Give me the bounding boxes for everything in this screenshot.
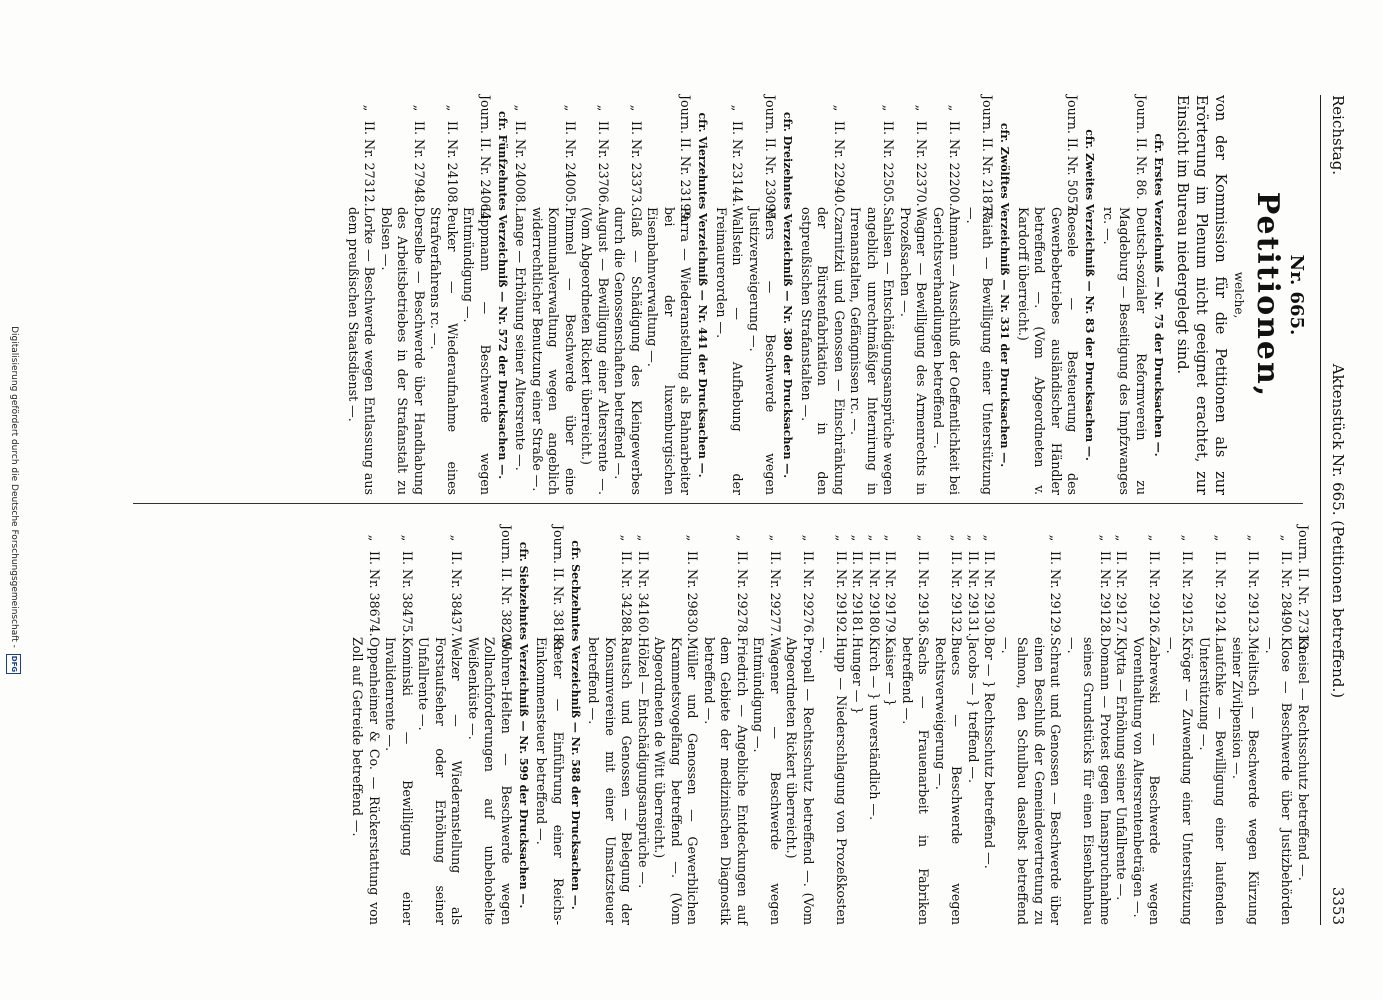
journal-number [798,95,848,207]
journal-number-text: II. Nr. 29124. [1213,551,1229,637]
ditto-mark: „ [834,534,849,542]
ditto-mark: „ [445,104,460,112]
document-subtitle: welche, [1232,271,1246,319]
journal-number [816,525,849,637]
petition-entry [1113,525,1130,925]
journal-number [981,525,998,637]
journal-number-text: II. Nr. 22505. [881,121,897,207]
petition-text: Müller und Genossen — Gewerblichen Krammetsvogelfang betreffend —. (Vom Abgeordneten de Witt überreicht.) [652,637,701,925]
petition-entry [965,525,982,925]
ditto-mark: „ [685,534,701,542]
journal-number-text: II. Nr. 22370. [914,121,930,207]
petition-entry [585,525,635,925]
journal-number-text: II. Nr. 29129. [1048,551,1064,637]
ditto-mark: „ [914,104,930,112]
petition-entry [963,95,996,495]
register-reference: cfr. Vierzehntes Verzeichniß — Nr. 441 der Drucksachen —. [696,112,710,478]
right-column [349,525,1311,925]
journal-number [644,95,694,224]
journal-number [578,95,611,207]
petition-text: Kreter — Einführung einer Reichs-Einkommensteuer betreffend —. [534,637,566,925]
petition-text: Buecs — Beschwerde wegen Rechtsverweigerung —. [933,637,965,925]
journal-number-text: II. Nr. 29127. [1114,551,1130,637]
petition-entry [998,525,1064,925]
petition-entry [798,95,848,495]
ditto-mark: „ [1279,534,1295,542]
journal-number [713,95,746,207]
ditto-mark: „ [881,104,897,112]
petition-text: Mielitsch — Beschwerde wegen Kürzung seiner Zivilpension —. [1230,637,1262,925]
journal-number-text: II. Nr. 29180. [867,551,882,637]
petition-entry [882,525,899,925]
document-intro: von der Kommission für die Petitionen als zur Erörterung im Plenum nicht geeignet erachtet, zur Einsicht im Bureau niedergelegt sind. [1174,95,1228,495]
journal-number [512,95,529,207]
ditto-mark: „ [619,534,635,542]
journal-number-text: II. Nr. 23706. [596,121,611,207]
petition-entry [415,525,465,925]
journal-number [1015,95,1081,216]
journal-number [930,95,963,207]
ditto-mark: „ [362,104,378,112]
petition-text: Raiath — Bewilligung einer Unterstützung —. [964,207,996,495]
petition-entry [651,525,701,925]
journal-number [746,95,779,224]
journal-number [1064,525,1114,637]
petition-text: Kominski — Bewilligung einer Invalidenrente —. [383,637,415,925]
journal-number-text: II. Nr. 24005. [563,121,578,207]
journal-number [585,525,635,637]
journal-number [378,95,428,207]
petition-text: Sachs — Frauenarbeit in Fabriken betreffend —. [900,637,932,925]
ditto-mark: „ [1048,534,1064,542]
petition-text: Schraut und Genossen — Beschwerde über einen Beschluß der Gemeindevertretung zu Salmon, den Schulbau daselbst betreffend —. [999,637,1064,925]
petition-text: Mers — Beschwerde wegen Justizverweigerung —. [747,207,779,495]
petition-entry [930,95,963,495]
page-number: 3353 [1329,886,1347,925]
petition-entry [578,95,611,495]
journal-number [1196,525,1229,637]
ditto-mark: „ [735,534,750,542]
petition-entry [1015,95,1081,495]
journal-number [932,525,965,637]
petition-text: Glaß — Schädigung des Kleingewerbes durch die Genossenschaften betreffend —. [612,207,644,495]
journal-number-text: Journ. II. Nr. 23199. [678,95,694,224]
journal-number-text: II. Nr. 27948. [412,121,427,207]
ditto-mark: „ [883,534,899,542]
petition-text: Sahlsen — Entschädigungsansprüche wegen angeblich unrechtmäßiger Internirung in Irrenanstalten, Gefängnissen rc. —. [848,207,897,495]
petition-text: Parra — Wiederanstellung als Bahnarbeiter bei der luxemburgischen Eisenbahnverwaltung —. [645,207,694,495]
register-reference: cfr. Erstes Verzeichniß — Nr. 75 der Drucksachen —. [1152,133,1165,457]
journal-number-text: II. Nr. 29276. [801,551,816,637]
journal-number-text: Journ. II. Nr. 5057. [1065,95,1081,216]
journal-number-text: II. Nr. 29192. [834,551,849,637]
journal-number [965,525,982,637]
petition-entry [1163,525,1196,925]
journal-number [345,95,378,207]
ditto-mark: „ [636,534,651,542]
petition-text: Derselbe — Beschwerde über Handhabung des Arbeitsbetriebes in der Strafanstalt zu Bolsen —. [379,207,427,495]
journal-number-text: Journ. II. Nr. 21877. [980,95,996,224]
petition-text: Zabrewski — Beschwerde wegen Vorenthaltung von Altersrentenbeträgen —. [1131,637,1163,925]
petition-text: Lange — Erhöhung seiner Altersrente —. [513,207,529,471]
petition-text: Bor — } Rechtsschutz betreffend —. [982,637,998,869]
ditto-mark: „ [1180,534,1196,542]
header-left: Reichstag. [1329,95,1347,176]
ditto-mark: „ [367,534,382,542]
petition-entry [611,95,644,495]
petition-entry [378,95,428,495]
petition-text: Propall — Rechtsschutz betreffend —. (Vom Abgeordneten Rickert überreicht.) [784,637,816,925]
ditto-mark: „ [730,104,746,112]
petition-text: Wohren-Helten — Beschwerde wegen Zollnachforderungen auf unbehobelte Weißenküste —. [466,637,514,925]
petition-text: Hunger — } [850,637,866,715]
petition-entry [1130,525,1163,925]
ditto-mark: „ [400,534,415,542]
journal-number-text: Journ. II. Nr. 38189. [551,525,566,654]
header-center-sub: (Petitionen betreffend.) [1329,520,1347,699]
journal-number-text: II. Nr. 29131. [966,551,981,637]
ditto-mark: „ [629,104,644,112]
journal-number [849,525,866,637]
ditto-mark: „ [832,104,847,112]
ditto-mark: „ [949,534,965,542]
journal-number [611,95,644,207]
ditto-mark: „ [867,534,882,542]
digitization-note [5,0,23,1000]
petition-text: Czarnitzki und Genossen — Einschränkung der Bürstenfabrikation in den ostpreußischen Strafanstalten —. [799,207,847,495]
journal-number-text: II. Nr. 29277. [768,551,783,637]
petition-text: Wagner — Bewilligung des Armenrechts in Prozeßsachen —. [898,207,930,495]
journal-number [465,525,515,654]
column-divider [133,503,1303,504]
journal-number [882,525,899,637]
journal-number [1113,525,1130,637]
journal-number [1229,525,1262,637]
petition-text: Lippmann — Beschwerde wegen Entmündigung —. [461,207,493,495]
ditto-mark: „ [1098,534,1113,542]
journal-number-text: II. Nr. 29181. [850,551,866,637]
journal-number-text: II. Nr. 34288. [619,551,635,637]
petition-entry [701,525,751,925]
petition-text: Wagener — Beschwerde wegen Entmündigung —. [751,637,783,925]
running-header [1325,95,1347,925]
dfg-logo: DFG [7,654,22,674]
ditto-mark: „ [1213,534,1229,542]
document-title: Petitionen, [1250,191,1285,399]
journal-number-text: II. Nr. 29125. [1180,551,1196,637]
petition-entry [529,95,579,495]
ditto-mark: „ [1114,534,1130,542]
journal-number [427,95,460,207]
petition-entry [427,95,460,495]
petition-text: Roesele — Besteuerung des Gewerbebetriebes ausländischer Händler betreffend —. (Vom Abgeordneten v. Kardorff überreicht.) [1016,207,1081,495]
petition-text: Ahmann — Ausschluß der Oeffentlichkeit bei Gerichtsverhandlungen betreffend —. [931,207,963,495]
journal-number [899,525,932,637]
petition-text: Kneisel — Rechtsschutz betreffend —. [1296,637,1311,881]
journal-number [1130,525,1163,637]
petition-entry [1262,525,1295,925]
header-rule [1320,95,1321,925]
journal-number-text: Journ. II. Nr. 27313. [1296,525,1311,654]
right-entry-list [349,525,1311,925]
ditto-mark: „ [1147,534,1163,542]
journal-number-text: II. Nr. 24108. [445,121,460,207]
petition-text: Peuker — Wiederaufnahme eines Strafverfahrens rc. —. [428,207,460,495]
petition-entry [644,95,694,495]
journal-number [1163,525,1196,637]
ditto-mark: „ [947,104,963,112]
petition-text: Lorke — Beschwerde wegen Entlassung aus dem preußischen Staatsdienst —. [346,207,378,495]
register-reference: cfr. Dreizehntes Verzeichniß — Nr. 380 der Drucksachen —. [781,111,795,479]
petition-entry [746,95,779,495]
petition-entry [1064,525,1114,925]
petition-entry [635,525,652,925]
journal-number [783,525,816,637]
petition-text: Welzer — Wiederanstellung als Forstaufseher oder Erhöhung seiner Unfallrente —. [416,637,465,925]
journal-number [415,525,465,637]
journal-number-text: II. Nr. 29130. [982,551,998,637]
ditto-mark: „ [1246,534,1262,542]
journal-number-text: II. Nr. 29179. [883,551,899,637]
journal-number [897,95,930,207]
petition-text: Klose — Beschwerde über Justizbehörden —. [1263,637,1295,925]
ditto-mark: „ [801,534,816,542]
journal-number [963,95,996,224]
petition-text: Hupp — Niederschlagung von Prozeßkosten —. [817,637,849,925]
petition-entry [899,525,932,925]
petition-text: Rautsch und Genossen — Belegung der Konsumvereine mit einer Umsatzsteuer betreffend —. [586,637,635,925]
ditto-mark: „ [412,104,427,112]
petition-entry [460,95,493,495]
petition-entry [713,95,746,495]
journal-number-text: II. Nr. 22200. [947,121,963,207]
petition-entry [783,525,816,925]
ditto-mark: „ [449,534,465,542]
petition-entry [345,95,378,495]
journal-number-text: II. Nr. 29830. [685,551,701,637]
petition-text: Kaiser — } [883,637,899,707]
journal-number-text: II. Nr. 23373. [629,121,644,207]
petition-entry [849,525,866,925]
petition-entry [1196,525,1229,925]
petition-entry [465,525,515,925]
petition-entry [750,525,783,925]
journal-number-text: II. Nr. 34160. [636,551,651,637]
petition-text: Friedrich — Angebliche Entdeckungen auf dem Gebiete der medizinischen Diagnostik betreffend —. [702,637,750,925]
journal-number-text: II. Nr. 29136. [916,551,932,637]
journal-number [529,95,579,207]
journal-number-text: II. Nr. 28490. [1279,551,1295,637]
journal-number-text: II. Nr. 38437. [449,551,465,637]
digitization-text: Digitalisierung gefördert durch die Deutsche Forschungsgemeinschaft - [9,326,19,648]
petition-text: Jacobs — } treffend —. [966,637,981,784]
journal-number-text: II. Nr. 38475. [400,551,415,637]
petition-text: Domann — Protest gegen Inanspruchnahme seines Grundstücks für einen Eisenbahnbau —. [1065,637,1113,925]
journal-number [651,525,701,637]
journal-number [1100,95,1150,207]
petition-entry [981,525,998,925]
register-reference: cfr. Siebzehntes Verzeichniß — Nr. 599 der Drucksachen —. [517,541,530,909]
petition-text: Laufchke — Bewilligung einer laufenden Unterstützung —. [1197,637,1229,925]
petition-entry [1295,525,1312,925]
petition-text: August — Bewilligung einer Altersrente —. (Vom Abgeordneten Rickert überreicht.) [579,207,611,495]
journal-number-text: Journ. II. Nr. 24064. [478,95,493,224]
journal-number [460,95,493,224]
petition-text: Kröger — Zuwendung einer Unterstützung —. [1164,637,1196,925]
petition-entry [897,95,930,495]
journal-number-text: II. Nr. 29128. [1098,551,1113,637]
register-reference: cfr. Zweites Verzeichniß — Nr. 83 der Drucksachen —. [1083,129,1097,461]
journal-number-text: Journ. II. Nr. 38209. [499,525,514,654]
journal-number [750,525,783,637]
register-reference: cfr. Sechzehntes Verzeichniß — Nr. 588 der Drucksachen —. [569,540,582,910]
journal-number-text: Journ. II. Nr. 86. [1134,95,1149,200]
ditto-mark: „ [768,534,783,542]
ditto-mark: „ [563,104,578,112]
journal-number-text: II. Nr. 29278. [735,551,750,637]
header-center-title: Aktenstück Nr. 665. [1329,363,1347,516]
journal-number-text: II. Nr. 29123. [1246,551,1262,637]
petition-entry [382,525,415,925]
petition-entry [932,525,965,925]
journal-number [382,525,415,637]
petition-entry [847,95,897,495]
petition-text: Hölzel — Entschädigungsansprüche —. [636,637,651,889]
ditto-mark: „ [596,104,611,112]
journal-number-text: II. Nr. 23144. [730,121,746,207]
register-reference: cfr. Fünfzehntes Verzeichniß — Nr. 572 der Drucksachen —. [496,110,509,480]
petition-text: Oppenheimer & Co. — Rückerstattung von Zoll auf Getreide betreffend —. [350,637,382,925]
journal-number [701,525,751,637]
ditto-mark: „ [966,534,981,542]
journal-number-text: II. Nr. 29126. [1147,551,1163,637]
petition-entry [349,525,382,925]
journal-number-text: II. Nr. 38674. [367,551,382,637]
journal-number [349,525,382,637]
document-number: Nr. 665. [1286,254,1307,336]
left-column [345,95,1312,495]
journal-number [1262,525,1295,637]
journal-number-text: II. Nr. 29132. [949,551,965,637]
journal-number [635,525,652,637]
ditto-mark: „ [513,104,529,112]
left-entry-list [345,95,1167,495]
petition-text: Klytta — Erhöhung seiner Unfallrente —. [1114,637,1130,901]
petition-text: Wallstein — Aufhebung der Freimaurerorden —. [714,207,746,495]
petition-entry [816,525,849,925]
petition-entry [1100,95,1150,495]
journal-number [998,525,1064,637]
journal-number [847,95,897,207]
ditto-mark: „ [916,534,932,542]
petition-text: Kirch — } unverständlich —. [867,637,882,821]
journal-number [533,525,566,654]
ditto-mark: „ [850,534,866,542]
header-center [1329,175,1347,887]
petition-entry [512,95,529,495]
journal-number-text: Journ. II. Nr. 23095. [763,95,779,224]
journal-number [1295,525,1312,654]
register-reference: cfr. Zwölftes Verzeichniß — Nr. 331 der Drucksachen —. [998,122,1012,468]
journal-number [866,525,883,637]
journal-number-text: II. Nr. 24008. [513,121,529,207]
journal-number-text: II. Nr. 22940. [832,121,847,207]
ditto-mark: „ [982,534,998,542]
petition-entry [866,525,883,925]
petition-entry [1229,525,1262,925]
journal-number-text: II. Nr. 27312. [362,121,378,207]
petition-text: Deutsch-sozialer Reformverein zu Magdeburg — Beseitigung des Impfzwanges rc. —. [1101,207,1149,495]
petition-text: Pimmel — Beschwerde über eine Kommunalverwaltung wegen angeblich widerrechtlicher Benutzung einer Straße —. [530,207,578,495]
petition-entry [533,525,566,925]
